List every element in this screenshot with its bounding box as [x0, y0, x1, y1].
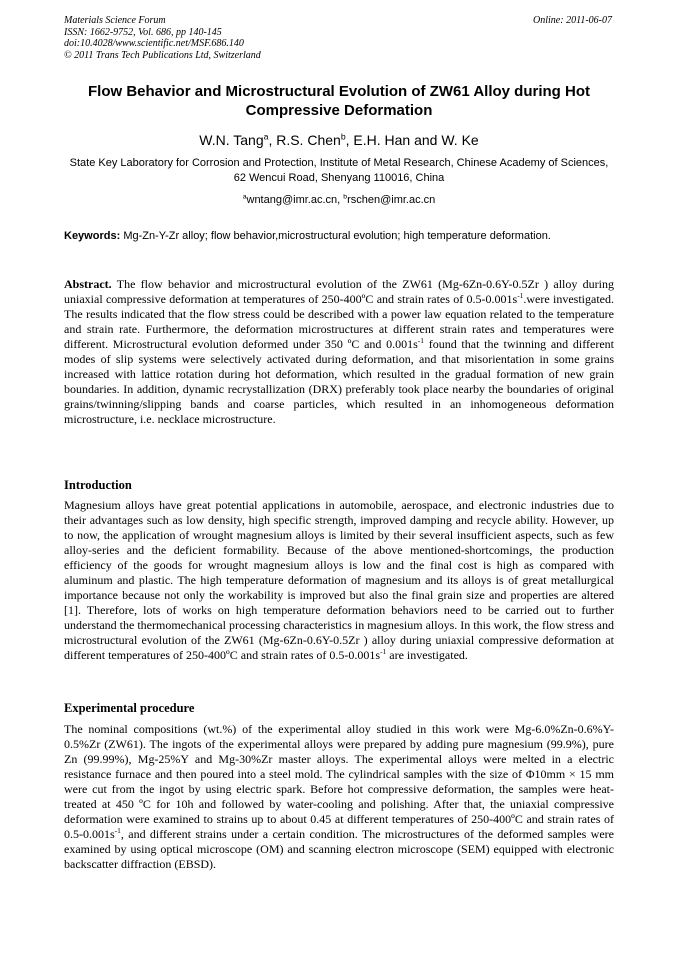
- paragraph-text: are investigated.: [386, 648, 468, 662]
- keywords: [64, 229, 614, 244]
- superscript: -1: [380, 647, 387, 656]
- copyright-line: © 2011 Trans Tech Publications Ltd, Switzerland: [64, 49, 261, 61]
- section-heading-experimental: Experimental procedure: [64, 701, 195, 715]
- superscript: -1: [417, 336, 424, 345]
- paper-title: Flow Behavior and Microstructural Evolution of ZW61 Alloy during Hot Compressive Deformation: [88, 83, 590, 119]
- abstract-text: The flow behavior and microstructural evolution of the ZW61 (Mg-6Zn-0.6Y-0.5Zr ) alloy during uniaxial compressive deformation at temperatures of 250-400ºC and strain rates of 0.5-0.001s: [64, 277, 614, 306]
- abstract-text: found that the twinning and different modes of slip systems were selectively activated during deformation, and that misorientation in some grains increased with lattice rotation during hot deformation, which resulted in the gradual formation of new grain boundaries. In addition, dynamic recrystallization (DRX) preferably took place nearby the boundaries of original grains/twinning/slipping bands and coarse particles, which resulted in an inhomogeneous deformation microstructure, i.e. necklace microstructure.: [64, 337, 614, 426]
- affiliation: State Key Laboratory for Corrosion and Protection, Institute of Metal Research, Chinese Academy of Sciences, 62 Wencui Road, Shenyang 110016, China: [69, 157, 609, 184]
- issn-line: ISSN: 1662-9752, Vol. 686, pp 140-145: [64, 26, 222, 38]
- doi-line[interactable]: doi:10.4028/www.scientific.net/MSF.686.140: [64, 38, 244, 49]
- email-link[interactable]: rschen@imr.ac.cn: [347, 194, 436, 206]
- superscript: -1: [517, 291, 524, 300]
- paragraph-text: , and different strains under a certain condition. The microstructures of the deformed samples were examined by using optical microscope (OM) and scanning electron microscope (SEM) equipped with electronic backscatter diffraction (EBSD).: [64, 827, 614, 871]
- keywords-label: Keywords:: [64, 230, 121, 242]
- journal-name: Materials Science Forum: [64, 15, 166, 26]
- online-date: Online: 2011-06-07: [533, 15, 612, 26]
- abstract-text: .were investigated. The results indicated that the flow stress could be described with a power law equation related to the temperature and strain rate. Furthermore, the deformation microstructures at different strain rates and temperatures were different. Microstructural evolution deformed under 350 ºC and 0.001s: [64, 292, 614, 351]
- author-names-rest: , E.H. Han and W. Ke: [345, 132, 479, 148]
- abstract: [64, 277, 614, 427]
- affiliation-marker: b: [340, 131, 346, 142]
- keywords-text: Mg-Zn-Y-Zr alloy; flow behavior,microstructural evolution; high temperature deformation.: [123, 230, 551, 242]
- affiliation-marker: a: [263, 131, 269, 142]
- section-heading-introduction: Introduction: [64, 478, 132, 492]
- paragraph-text: The nominal compositions (wt.%) of the experimental alloy studied in this work were Mg-6.0%Zn-0.6%Y-0.5%Zr (ZW61). The ingots of the experimental alloys were prepared by adding pure magnesium (99.9%), pure Zn (99.99%), Mg-25%Y and Mg-30%Zr master alloys. The experimental alloys were melted in a electric resistance furnace and then poured into a steel mold. The cylindrical samples with the size of Φ10mm × 15 mm were cut from the ingot by using electric spark. Before hot compressive deformation, the samples were heat-treated at 450 ºC for 10h and followed by water-cooling and polishing. After that, the uniaxial compressive deformation were examined to strains up to about 0.45 at different temperatures of 250-400ºC and strain rates of 0.5-0.001s: [64, 722, 614, 841]
- author-name: W.N. Tang: [199, 132, 264, 148]
- abstract-label: Abstract.: [64, 277, 112, 291]
- author-name: R.S. Chen: [276, 132, 341, 148]
- author-separator: ,: [268, 132, 277, 148]
- email-marker: b: [343, 193, 348, 201]
- journal-header: [64, 15, 261, 61]
- superscript: -1: [114, 826, 121, 835]
- email-link[interactable]: wntang@imr.ac.cn,: [246, 194, 341, 206]
- author-emails: [64, 193, 614, 207]
- author-list: [64, 131, 614, 149]
- experimental-paragraph: [64, 722, 614, 872]
- introduction-paragraph: [64, 498, 614, 663]
- paragraph-text: Magnesium alloys have great potential applications in automobile, aerospace, and electronic industries due to their advantages such as low density, high specific strength, improved damping and recycle ability. However, up to now, the application of wrought magnesium alloys is limited by their several insufficient aspects, such as few alloy-series and the deficient formability. Because of the above mentioned-shortcomings, the production efficiency of the goods for wrought magnesium alloys is low and the final cost is high as compared with aluminum and plastic. The high temperature deformation of magnesium and its alloys is of great metallurgical importance because not only the workability is improved but also the final grain size and properties are altered [1]. Therefore, lots of works on high temperature deformation behaviors need to be carried out to further understand the thermomechanical processing characteristics in magnesium alloys. In this work, the flow stress and microstructural evolution of the ZW61 (Mg-6Zn-0.6Y-0.5Zr ) alloy during uniaxial compressive deformation at different temperatures of 250-400ºC and strain rates of 0.5-0.001s: [64, 498, 614, 662]
- email-marker: a: [242, 193, 247, 201]
